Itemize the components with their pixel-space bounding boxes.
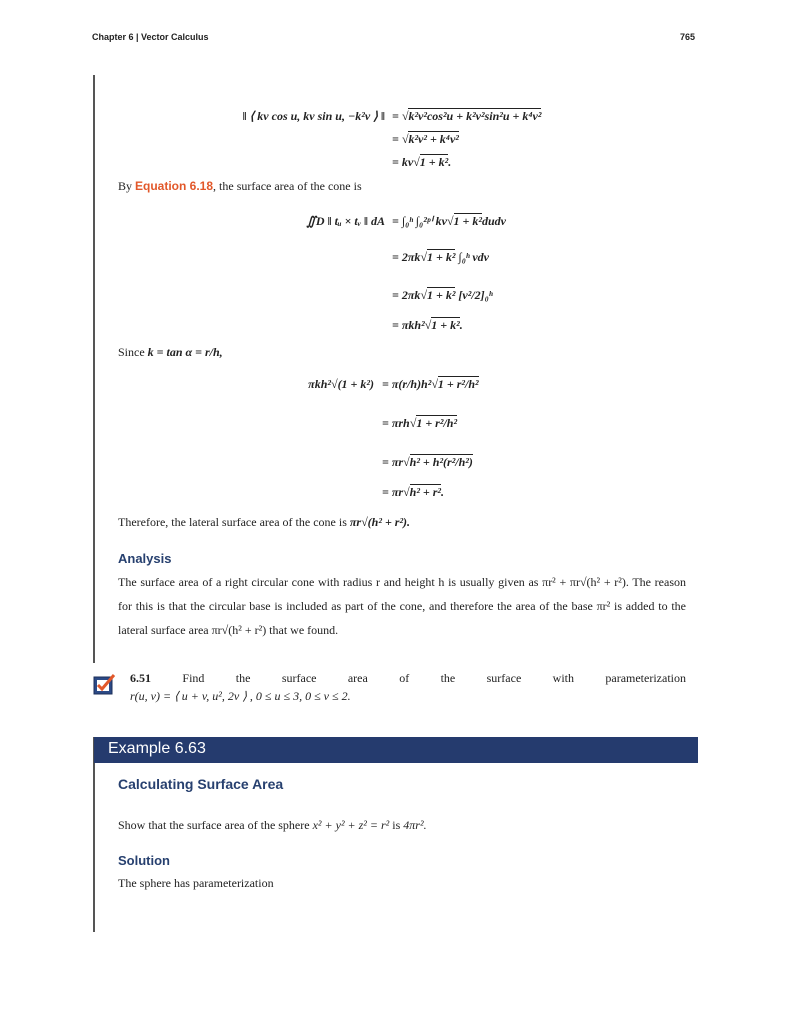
equation-line [382, 485, 444, 500]
math: dudv [481, 214, 506, 228]
math: = π(r/h)h²√ [382, 377, 438, 391]
equation-line [392, 318, 463, 333]
text: Show that the surface area of the sphere [118, 818, 313, 832]
equation-line [392, 288, 492, 303]
math: [v²/2]₀ʰ [455, 288, 493, 302]
radicand: h² + r² [409, 485, 442, 499]
text: Since [118, 345, 148, 359]
equation-link[interactable]: Equation 6.18 [135, 179, 214, 193]
chapter-header: Chapter 6 | Vector Calculus [92, 32, 209, 42]
checkpoint-icon [93, 672, 117, 696]
equation-line [382, 455, 473, 470]
math: = πr√ [382, 455, 410, 469]
solution-text: The sphere has parameterization [118, 876, 274, 890]
radicand: k²v² + k⁴v² [408, 132, 459, 146]
equation-line [382, 377, 479, 392]
radicand: 1 + k² [426, 250, 456, 264]
equation-line [392, 250, 489, 265]
analysis-heading: Analysis [118, 551, 172, 566]
example-title: Calculating Surface Area [118, 776, 284, 792]
math: k = tan α = r/h, [147, 345, 223, 359]
math: = πr√ [382, 485, 410, 499]
math: = √ [392, 109, 409, 123]
radicand: 1 + k² [426, 288, 456, 302]
math: . [441, 485, 445, 499]
equation-line [392, 214, 506, 229]
checkpoint-number: 6.51 [130, 671, 151, 685]
left-rule [93, 75, 95, 663]
equation-lhs: ∬D ‖ tᵤ × tᵥ ‖ dA [306, 214, 385, 228]
math: ∫₀ʰ vdv [455, 250, 490, 264]
equation-line [382, 416, 457, 431]
math: = πkh²√ [392, 318, 432, 332]
math: = 2πk√ [392, 288, 427, 302]
equation-lhs: ‖ ⟨ kv cos u, kv sin u, −k²v ⟩ ‖ [242, 109, 385, 123]
left-rule [93, 737, 95, 932]
text: Find the surface area of the surface with parameterization [182, 671, 686, 685]
radicand: 1 + k² [453, 214, 482, 228]
checkpoint-math: r(u, v) = ⟨ u + v, u², 2v ⟩ , 0 ≤ u ≤ 3, 0 ≤ v ≤ 2. [130, 689, 351, 703]
text: By [118, 179, 136, 193]
paragraph [118, 515, 410, 530]
radicand: 1 + k² [431, 318, 460, 332]
math: 4πr². [403, 818, 427, 832]
page-number: 765 [680, 32, 696, 42]
math: = √ [392, 132, 409, 146]
text: is [389, 818, 404, 832]
math: x² + y² + z² = r² [312, 818, 390, 832]
math: . [459, 318, 463, 332]
equation-lhs: πkh²√(1 + k²) [308, 377, 374, 391]
equation-line [392, 109, 541, 124]
math: = kv√ [392, 155, 420, 169]
example-banner [94, 737, 698, 763]
math: = πrh√ [382, 416, 417, 430]
checkpoint-prompt [130, 671, 686, 686]
math: = ∫₀ʰ ∫₀²ᵖⁱ kv√ [392, 214, 454, 228]
problem-text [118, 818, 427, 833]
equation-line [392, 155, 451, 170]
radicand: 1 + r²/h² [416, 416, 458, 430]
paragraph [118, 345, 223, 360]
text: Therefore, the lateral surface area of the cone is [118, 515, 350, 529]
solution-heading: Solution [118, 853, 170, 868]
equation-line [392, 132, 459, 147]
radicand: h² + h²(r²/h²) [409, 455, 473, 469]
paragraph [118, 179, 362, 194]
radicand: 1 + k² [419, 155, 449, 169]
math: . [448, 155, 452, 169]
text: , the surface area of the cone is [213, 179, 362, 193]
math: = 2πk√ [392, 250, 427, 264]
radicand: 1 + r²/h² [437, 377, 479, 391]
radicand: k²v²cos²u + k²v²sin²u + k⁴v² [408, 109, 542, 123]
analysis-text: The surface area of a right circular cone with radius r and height h is usually given as πr² + πr√(h² + r²). The reason for this is that the circular base is included as part of the cone, and therefore the area of the base πr² is added to the lateral surface area πr√(h² + r²) that we found. [118, 575, 686, 637]
example-label: Example 6.63 [108, 740, 206, 757]
math: πr√(h² + r²). [349, 515, 411, 529]
